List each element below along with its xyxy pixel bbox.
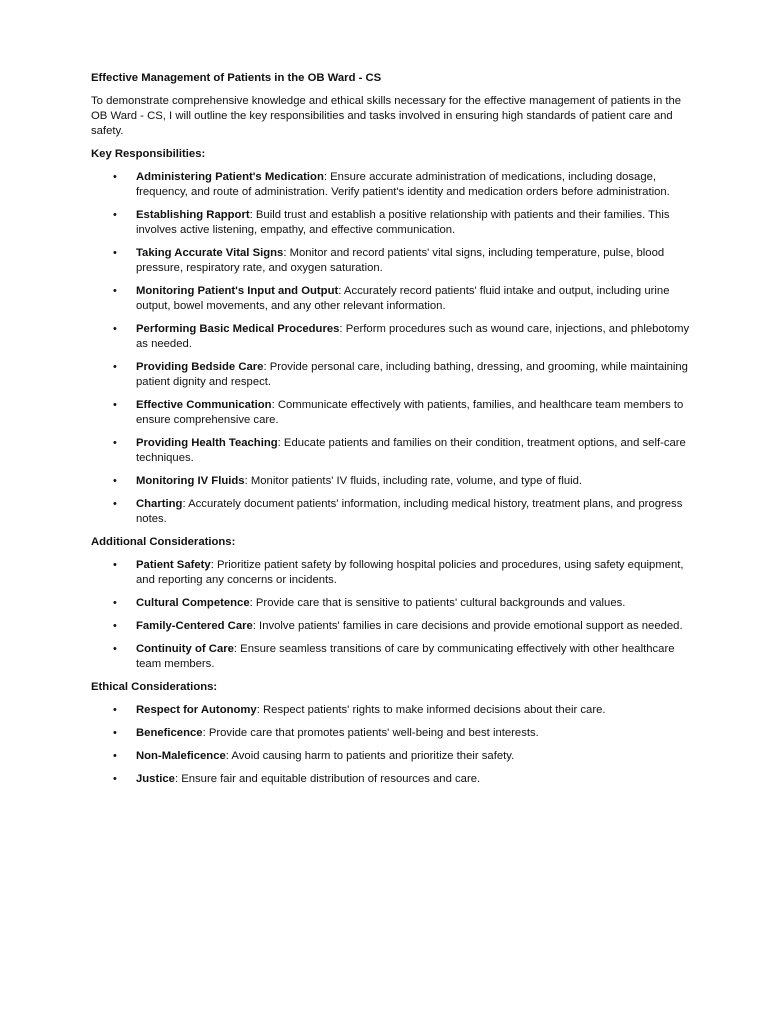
bullet-list xyxy=(91,170,691,527)
bullet-icon: • xyxy=(113,620,117,632)
intro-paragraph: To demonstrate comprehensive knowledge and ethical skills necessary for the effective management of patients in the OB Ward - CS, I will outline the key responsibilities and tasks involved in ensuring high standards of patient care and safety. xyxy=(91,95,682,137)
section-heading: Additional Considerations: xyxy=(91,536,236,548)
bullet-icon: • xyxy=(113,247,117,259)
bullet-icon: • xyxy=(113,643,117,655)
item-description: : Avoid causing harm to patients and prioritize their safety. xyxy=(225,750,515,762)
list-item xyxy=(91,497,691,527)
item-term: Non-Maleficence xyxy=(136,750,226,762)
bullet-icon: • xyxy=(113,750,117,762)
item-description: : Provide care that promotes patients' well-being and best interests. xyxy=(202,727,539,739)
bullet-icon: • xyxy=(113,361,117,373)
document-title: Effective Management of Patients in the OB Ward - CS xyxy=(91,72,382,84)
list-item xyxy=(91,360,691,390)
bullet-list xyxy=(91,558,691,672)
item-description: : Educate patients and families on their condition, treatment options, and self-care techniques. xyxy=(136,437,686,464)
item-term: Performing Basic Medical Procedures xyxy=(136,323,340,335)
item-term: Monitoring IV Fluids xyxy=(136,475,245,487)
item-term: Respect for Autonomy xyxy=(136,704,257,716)
item-description: : Ensure accurate administration of medications, including dosage, frequency, and route of administration. Verify patient's identity and medication orders before administration. xyxy=(136,171,670,198)
bullet-icon: • xyxy=(113,498,117,510)
item-term: Effective Communication xyxy=(136,399,272,411)
list-item xyxy=(91,772,691,787)
item-term: Taking Accurate Vital Signs xyxy=(136,247,284,259)
item-term: Patient Safety xyxy=(136,559,211,571)
item-description: : Perform procedures such as wound care, injections, and phlebotomy as needed. xyxy=(136,323,690,350)
item-description: : Monitor and record patients' vital signs, including temperature, pulse, blood pressure, respiratory rate, and oxygen saturation. xyxy=(136,247,665,274)
item-term: Cultural Competence xyxy=(136,597,250,609)
item-description: : Involve patients' families in care decisions and provide emotional support as needed. xyxy=(252,620,683,632)
list-item xyxy=(91,596,691,611)
list-item xyxy=(91,398,691,428)
item-term: Continuity of Care xyxy=(136,643,234,655)
item-description: : Provide personal care, including bathing, dressing, and grooming, while maintaining patient dignity and respect. xyxy=(136,361,688,388)
bullet-icon: • xyxy=(113,559,117,571)
list-item xyxy=(91,436,691,466)
list-item xyxy=(91,726,691,741)
item-term: Charting xyxy=(136,498,183,510)
item-description: : Respect patients' rights to make informed decisions about their care. xyxy=(256,704,606,716)
bullet-icon: • xyxy=(113,285,117,297)
item-description: : Provide care that is sensitive to patients' cultural backgrounds and values. xyxy=(249,597,626,609)
list-item xyxy=(91,703,691,718)
bullet-icon: • xyxy=(113,437,117,449)
list-item xyxy=(91,208,691,238)
item-term: Providing Health Teaching xyxy=(136,437,278,449)
sections-container xyxy=(91,147,691,787)
list-item xyxy=(91,642,691,672)
item-term: Beneficence xyxy=(136,727,203,739)
list-item xyxy=(91,558,691,588)
item-description: : Monitor patients' IV fluids, including rate, volume, and type of fluid. xyxy=(244,475,583,487)
section-heading: Key Responsibilities: xyxy=(91,148,206,160)
item-term: Monitoring Patient's Input and Output xyxy=(136,285,339,297)
bullet-icon: • xyxy=(113,773,117,785)
item-term: Justice xyxy=(136,773,175,785)
bullet-list xyxy=(91,703,691,787)
item-description: : Communicate effectively with patients, families, and healthcare team members to ensure comprehensive care. xyxy=(136,399,684,426)
item-description: : Accurately record patients' fluid intake and output, including urine output, bowel movements, and any other relevant information. xyxy=(136,285,670,312)
list-item xyxy=(91,474,691,489)
list-item xyxy=(91,322,691,352)
item-description: : Build trust and establish a positive relationship with patients and their families. This involves active listening, empathy, and effective communication. xyxy=(136,209,670,236)
bullet-icon: • xyxy=(113,597,117,609)
list-item xyxy=(91,284,691,314)
item-term: Administering Patient's Medication xyxy=(136,171,324,183)
list-item xyxy=(91,246,691,276)
bullet-icon: • xyxy=(113,323,117,335)
bullet-icon: • xyxy=(113,209,117,221)
bullet-icon: • xyxy=(113,399,117,411)
document-page xyxy=(91,71,691,795)
section-heading: Ethical Considerations: xyxy=(91,681,218,693)
item-description: : Ensure fair and equitable distribution of resources and care. xyxy=(174,773,481,785)
bullet-icon: • xyxy=(113,727,117,739)
item-description: : Ensure seamless transitions of care by communicating effectively with other healthcare team members. xyxy=(136,643,675,670)
item-term: Establishing Rapport xyxy=(136,209,250,221)
list-item xyxy=(91,749,691,764)
item-term: Family-Centered Care xyxy=(136,620,253,632)
item-description: : Prioritize patient safety by following hospital policies and procedures, using safety equipment, and reporting any concerns or incidents. xyxy=(136,559,684,586)
bullet-icon: • xyxy=(113,475,117,487)
bullet-icon: • xyxy=(113,171,117,183)
item-description: : Accurately document patients' information, including medical history, treatment plans, and progress notes. xyxy=(136,498,683,525)
list-item xyxy=(91,170,691,200)
list-item xyxy=(91,619,691,634)
bullet-icon: • xyxy=(113,704,117,716)
item-term: Providing Bedside Care xyxy=(136,361,264,373)
